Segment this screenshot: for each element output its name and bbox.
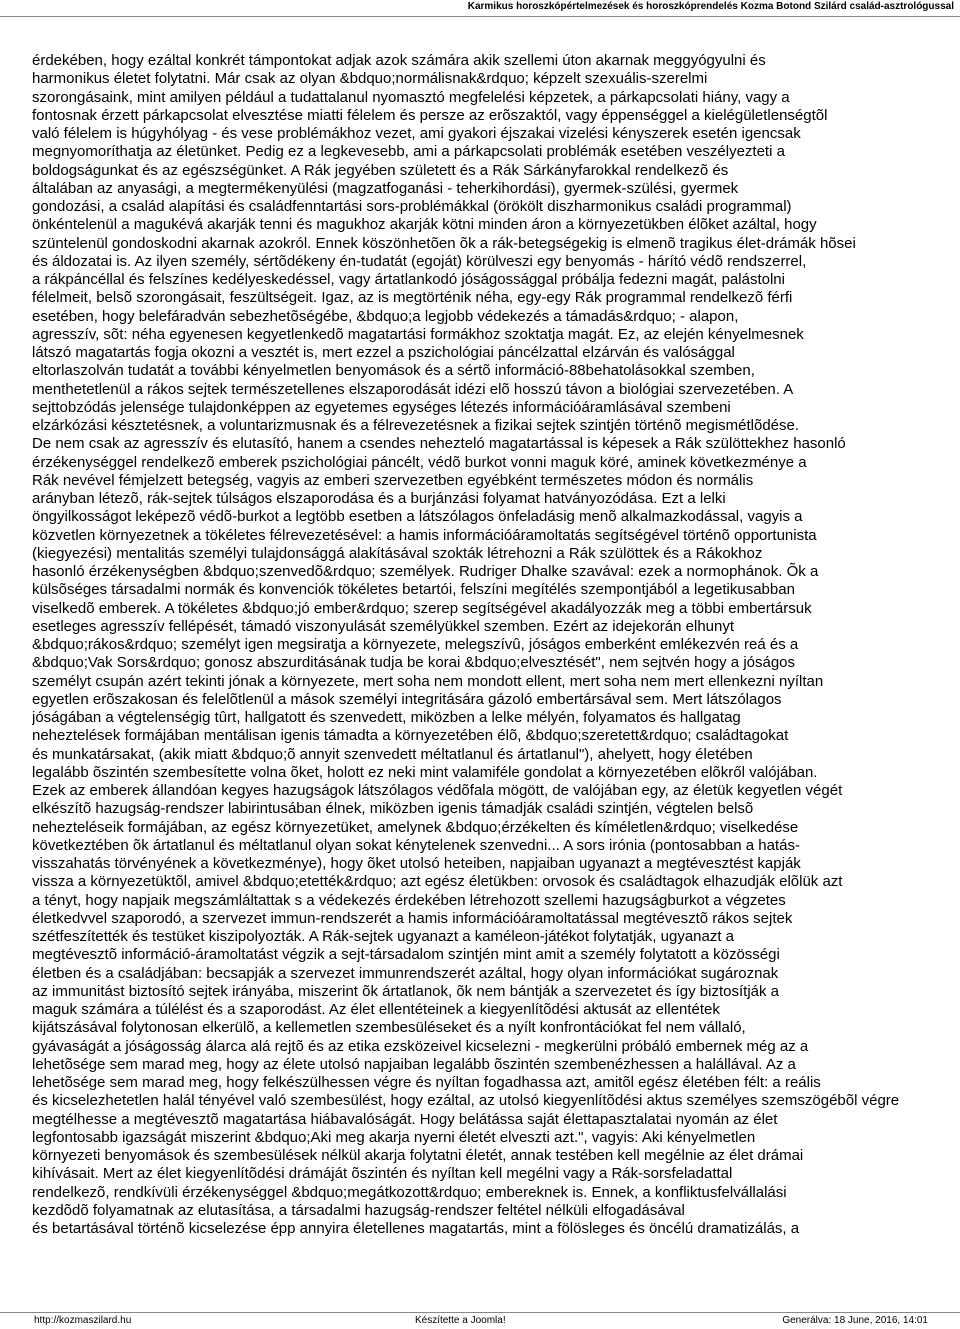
body-text-line: kihívásait. Mert az élet kiegyenlítõdési drámáját õszintén és nyíltan kell megélni vagy a Rák-sorsfeladattal xyxy=(32,1165,733,1183)
body-text-line: érzékenységgel rendelkezõ emberek pszichológiai páncélt, védõ burkot vonni maguk köré, aminek következménye a xyxy=(32,453,807,471)
body-text-line: életben és a családjában: becsapják a szervezet immunrendszerét azáltal, hogy olyan információkat sugároznak xyxy=(32,964,779,982)
body-text-line: elzárkózási késztetésnek, a voluntarizmusnak és a félrevezetésnek a fizikai sejtek szintjén történõ megismétlõdése. xyxy=(32,417,800,434)
body-text-line: életkedvvel szaporodó, a szervezet immun-rendszerét a hamis információáramoltatással megtévesztõ rákos sejtek xyxy=(32,909,793,927)
body-text-line: harmonikus életet folytatni. Már csak az olyan &bdquo;normálisnak&rdquo; képzelt szexuális-szerelmi xyxy=(32,70,708,88)
body-text-line: &bdquo;Vak Sors&rdquo; gonosz abszurditásának tudja be korai &bdquo;elvesztését", nem sejtvén hogy a jóságos xyxy=(32,654,796,672)
body-text-line: szüntelenül gondoskodni akarnak azokról. Ennek köszönhetõen õk a rák-betegségekig is elmenõ tragikus élet-drámák hõsei xyxy=(32,234,856,252)
body-text-line: lehetõsége sem marad meg, hogy az élete utolsó napjaiban legalább õszintén szembenézhessen a halállával. Az a xyxy=(32,1055,796,1073)
body-text-line: megtélhesse a megtévesztõ magatartása hiábavalóságát. Hogy belátássa saját élettapasztalatai nyomán az élet xyxy=(32,1110,778,1128)
body-text-line: jóságában a végtelenségig tûrt, hallgatott és szenvedett, miközben a lelke mélyén, folyamatos és hallgatag xyxy=(32,709,741,726)
body-text-line: sejttobzódás jelensége tulajdonképpen az egyetemes egységes létezés információáramlásával szembeni xyxy=(32,398,731,416)
body-text-line: lehetõsége sem marad meg, hogy felkészülhessen végre és nyíltan fogadhassa azt, amitõl egész életében félt: a reális xyxy=(32,1074,821,1091)
body-text-line: vissza a környezetüktõl, amivel &bdquo;etették&rdquo; azt egész életükben: orvosok és családtagok elhazudják elõlük azt xyxy=(32,873,843,891)
body-text-line: gyávaságát a jóságosság álarca alá rejtõ és az etika ezsközeivel kicselezni - megkerülni próbáló embernek még az a xyxy=(32,1037,809,1055)
body-text-line: és betartásával történõ kicselezése épp annyira életellenes magatartás, mint a fölösleges és öncélú dramatizálás, a xyxy=(32,1220,800,1237)
body-text-line: Rák nevével fémjelzett betegség, vagyis az emberi szervezetben egyébként természetes módon és normális xyxy=(32,471,754,489)
body-text-line: legfontosabb igazságát miszerint &bdquo;Aki meg akarja nyerni életét elveszti azt.", vagyis: Aki kényelmetlen xyxy=(32,1128,756,1146)
footer-generated-date: Generálva: 18 June, 2016, 14:01 xyxy=(782,1315,928,1326)
body-text-line: esetleges agresszív fellépését, támadó viszonyulását személyükkel szemben. Ezért az idejekorán elhunyt xyxy=(32,617,735,635)
article-body xyxy=(32,52,952,1310)
body-text-line: megtévesztõ információ-áramoltatást végzik a sejt-társadalom szintjén mint amit a személy folytatott a közösségi xyxy=(32,946,780,964)
body-text-line: való félelem is húgyhólyag - és vese problémákhoz vezet, ami gyakori éjszakai vizelési kényszerek esetén igencsak xyxy=(32,125,801,142)
site-title: Karmikus horoszkópértelmezések és horoszkóprendelés Kozma Botond Szilárd család-asztrológussal xyxy=(467,1,954,12)
body-text-line: nehezteléseik formájában, az egész környezetüket, amelynek &bdquo;érzékelten és kíméletlen&rdquo; viselkedése xyxy=(32,818,799,836)
body-text-line: és kicselezhetetlen halál tényével való szembesülést, hogy ezáltal, az utolsó kiegyenlítõdési aktus személyes szemszögébõl végre xyxy=(32,1092,900,1110)
body-text-line: az immunitást biztosító sejtek irányába, miszerint õk ártatlanok, õk nem bántják a szervezetet és így biztosítják a xyxy=(32,982,780,1000)
body-text-line: maguk számára a túlélést és a szaporodást. Az élet ellentéteinek a kiegyenlítõdési aktusát az ellentétek xyxy=(32,1001,720,1018)
body-text-line: személyt csupán azért tekinti jónak a környezete, mert soha nem mondott ellent, mert soha nem mert ellenkezni nyíltan xyxy=(32,672,824,690)
body-text-line: neheztelések formájában mentálisan igenis támadta a környezetében élõ, &bdquo;szeretett&rdquo; családtagokat xyxy=(32,727,789,745)
body-text-line: általában az anyasági, a megtermékenyülési (magzatfoganási - teherkihordási), gyermek-szülési, gyermek xyxy=(32,179,739,197)
page-header xyxy=(0,0,960,17)
body-text-line: látszó magatartás fogja okozni a vesztét is, mert ezzel a pszichológiai páncélzattal elzárván és valósággal xyxy=(32,344,735,361)
body-text-line: hasonló érzékenységben &bdquo;szenvedõ&rdquo; személyek. Rudriger Dhalke szavával: ezek a normophánok. Õk a xyxy=(32,563,819,580)
body-text-line: Ezek az emberek állandóan kegyes hazugságok látszólagos védõfala mögött, de valójában egy, az életük kegyetlen végét xyxy=(32,782,843,799)
body-text-line: külsõséges társadalmi normák és konvenciók tökéletes betartói, felszíni megítélés szempontjából a legetikusabban xyxy=(32,581,795,599)
body-text-line: arányban létezõ, rák-sejtek túlságos elszaporodása és a burjánzási folyamat hatványozódása. Ezt a lelki xyxy=(32,490,726,507)
body-text-line: elkészítõ hazugság-rendszer labirintusában élnek, miközben igenis támadják családi szintjén, végtelen belsõ xyxy=(32,800,754,818)
body-text-line: következtében õk ártatlanul és méltatlanul olyan sokat kénytelenek szenvedni... A sors irónia (pontosabban a hatás- xyxy=(32,836,800,854)
body-text-line: legalább õszintén szembesítette volna õket, holott ez neki mint valamiféle gondolat a környezetében elõkről valójában. xyxy=(32,763,818,781)
body-text-line: rendelkezõ, rendkívüli érzékenységgel &bdquo;megátkozott&rdquo; embereknek is. Ennek, a konfliktusfelvállalási xyxy=(32,1183,787,1201)
body-text-line: agresszív, sõt: néha egyenesen kegyetlenkedõ magatartási formákhoz szoktatja magát. Ez, az elején kényelmesnek xyxy=(32,325,804,343)
body-text-line: a tényt, hogy napjaik megszámláltattak s a védekezés érdekében létrehozott szellemi hazugságburkot a végzetes xyxy=(32,891,786,909)
body-text-line: gondozási, a család alapítási és családfenntartási sors-problémákkal (örökölt diszharmonikus családi programmal) xyxy=(32,198,792,215)
body-text-line: közvetlen környezetnek a tökéletes félrevezetésével: a hamis információáramoltatás segítségével történõ opportunista xyxy=(32,526,817,544)
body-text-line: esetében, hogy belefáradván sebezhetõségébe, &bdquo;a legjobb védekezés a támadás&rdquo; - alapon, xyxy=(32,307,739,325)
body-text-line: környezeti benyomások és szembesülések nélkül akarja folytatni életét, annak testében kell megélnie az élet drámai xyxy=(32,1147,804,1164)
body-text-line: és áldozatai is. Az ilyen személy, sértõdékeny én-tudatát (egoját) körülveszi egy benyomás - hárító védõ rendszerrel, xyxy=(32,252,807,270)
body-text-line: félelmeit, belsõ szorongásait, feszültségeit. Igaz, az is megtörténik néha, egy-egy Rák programmal rendelkezõ férfi xyxy=(32,289,793,307)
body-text-line: megnyomoríthatja az életünket. Pedig ez a legkevesebb, ami a párkapcsolati problémák esetében veszélyezteti a xyxy=(32,143,785,161)
body-text-line: szétfeszítették és testüket kiszipolyozták. A Rák-sejtek ugyanazt a kaméleon-játékot folytatják, ugyanazt a xyxy=(32,928,735,945)
body-text-line: kezdõdõ folyamatnak az elutasítása, a társadalmi hazugság-rendszer feltétel nélküli elfogadásával xyxy=(32,1201,685,1219)
body-text-line: viselkedõ emberek. A tökéletes &bdquo;jó ember&rdquo; szerep segítségével akadályozzák meg a többi embertársuk xyxy=(32,599,812,617)
body-text-line: fontosnak érzett párkapcsolat elvesztése miatti félelem és persze az erõszaktól, vagy éppenséggel a kielégületlenségtõl xyxy=(32,106,828,124)
body-text-line: érdekében, hogy ezáltal konkrét támpontokat adjak azok számára akik szellemi úton akarnak meggyógyulni és xyxy=(32,52,766,69)
body-text-line: kijátszásával folytonosan elkerülõ, a kellemetlen szembesüléseket és a nyílt konfrontációkat fel nem vállaló, xyxy=(32,1019,746,1037)
footer-url[interactable]: http://kozmaszilard.hu xyxy=(34,1315,132,1326)
body-text-line: menthetetlenül a rákos sejtek természetellenes elszaporodását idézi elõ hosszú távon a biológiai szervezetében. A xyxy=(32,380,794,398)
body-text-line: boldogságunkat és az egészségünket. A Rák jegyében született és a Rák Sárkányfarokkal rendelkezõ és xyxy=(32,161,729,179)
body-text-line: (kiegyezési) mentalitás személyi tulajdonsággá alakításával szokták létrehozni a Rák szülöttek és a Rákokhoz xyxy=(32,544,763,562)
body-text-line: a rákpáncéllal és felszínes kedélyeskedéssel, vagy ártatlankodó jóságossággal próbálja fedezni magát, palástolni xyxy=(32,271,785,288)
page-footer xyxy=(0,1312,960,1329)
body-text-line: eltorlaszolván tudatát a további kényelmetlen benyomások és a sértõ információ-88behatolásokkal szemben, xyxy=(32,362,755,380)
body-text-line: és munkatársakat, (akik miatt &bdquo;õ annyit szenvedett méltatlanul és ártatlanul"), ahelyett, hogy életében xyxy=(32,745,753,763)
body-text-line: De nem csak az agresszív és elutasító, hanem a csendes nehezteló magatartással is képesek a Rák szülöttekhez hasonló xyxy=(32,435,846,453)
body-text-line: &bdquo;rákos&rdquo; személyt igen megsiratja a környezete, melegszívû, jóságos emberként emlékezvén reá és a xyxy=(32,636,799,653)
body-text-line: öngyilkosságot leképezõ védõ-burkot a legtöbb esetben a látszólagos önfeladásig menõ alkalmazkodással, vagyis a xyxy=(32,508,803,526)
body-text-line: szorongásaink, mint amilyen például a tudattalanul nyomasztó megfelelési képzetek, a párkapcsolati hiány, vagy a xyxy=(32,88,790,106)
body-text-line: visszahatás törvényének a következménye), hogy õket utolsó heteiben, napjaiban ugyanazt a megtévesztést kapják xyxy=(32,855,801,872)
body-text-line: önkéntelenül a magukévá akarják tenni és magukhoz akarják kötni minden áron a környezetükben élõket azáltal, hogy xyxy=(32,216,817,234)
body-text-line: egyetlen erõszakosan és felelõtlenül a mások személyi integritására gázoló embertársával sem. Mert látszólagos xyxy=(32,690,782,708)
footer-credit: Készítette a Joomla! xyxy=(415,1315,506,1326)
